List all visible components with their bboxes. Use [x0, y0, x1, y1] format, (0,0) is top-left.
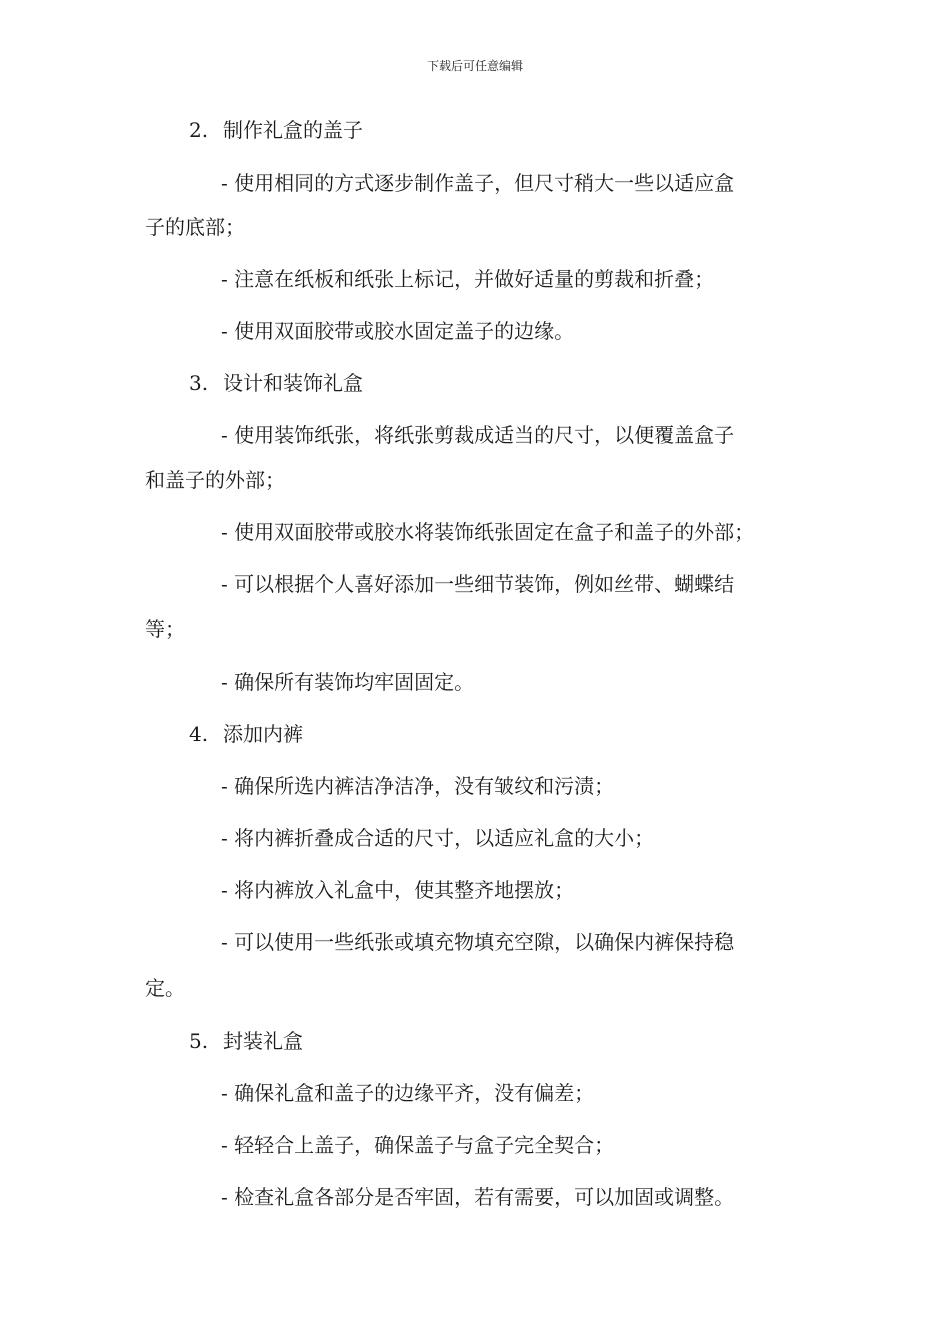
list-item: - 注意在纸板和纸张上标记，并做好适量的剪裁和折叠； — [221, 267, 715, 291]
list-item: - 将内裤放入礼盒中，使其整齐地摆放； — [221, 878, 575, 902]
list-item: - 轻轻合上盖子，确保盖子与盒子完全契合； — [221, 1133, 615, 1157]
section-heading — [145, 369, 861, 397]
list-item: - 确保礼盒和盖子的边缘平齐，没有偏差； — [221, 1081, 595, 1105]
list-item: - 将内裤折叠成合适的尺寸，以适应礼盒的大小； — [221, 826, 655, 850]
section-heading — [145, 720, 861, 748]
section-title: 制作礼盒的盖子 — [223, 118, 363, 142]
section-number: 3. — [189, 371, 209, 395]
list-item-continuation: 和盖子的外部； — [145, 468, 285, 492]
list-item: - 确保所选内裤洁净洁净，没有皱纹和污渍； — [221, 774, 615, 798]
section-title: 设计和装饰礼盒 — [223, 371, 363, 395]
section-number: 5. — [189, 1029, 209, 1053]
list-item-continuation: 子的底部； — [145, 215, 245, 239]
section-number: 2. — [189, 118, 209, 142]
list-item: - 使用相同的方式逐步制作盖子，但尺寸稍大一些以适应盒 — [221, 171, 735, 195]
list-item: - 使用装饰纸张，将纸张剪裁成适当的尺寸，以便覆盖盒子 — [221, 423, 735, 447]
list-item: - 使用双面胶带或胶水固定盖子的边缘。 — [221, 319, 575, 343]
list-item: - 使用双面胶带或胶水将装饰纸张固定在盒子和盖子的外部； — [221, 520, 755, 544]
section-heading — [145, 1027, 861, 1055]
section-title: 添加内裤 — [223, 722, 303, 746]
list-item-continuation: 定。 — [145, 976, 185, 1000]
list-item: - 检查礼盒各部分是否牢固，若有需要，可以加固或调整。 — [221, 1185, 735, 1209]
list-item: - 可以使用一些纸张或填充物填充空隙，以确保内裤保持稳 — [221, 930, 735, 954]
list-item: - 确保所有装饰均牢固固定。 — [221, 670, 475, 694]
list-item-continuation: 等； — [145, 617, 185, 641]
list-item: - 可以根据个人喜好添加一些细节装饰，例如丝带、蝴蝶结 — [221, 572, 735, 596]
page-header: 下载后可任意编辑 — [426, 59, 523, 73]
section-number: 4. — [189, 722, 209, 746]
section-title: 封装礼盒 — [223, 1029, 303, 1053]
section-heading — [145, 116, 861, 144]
